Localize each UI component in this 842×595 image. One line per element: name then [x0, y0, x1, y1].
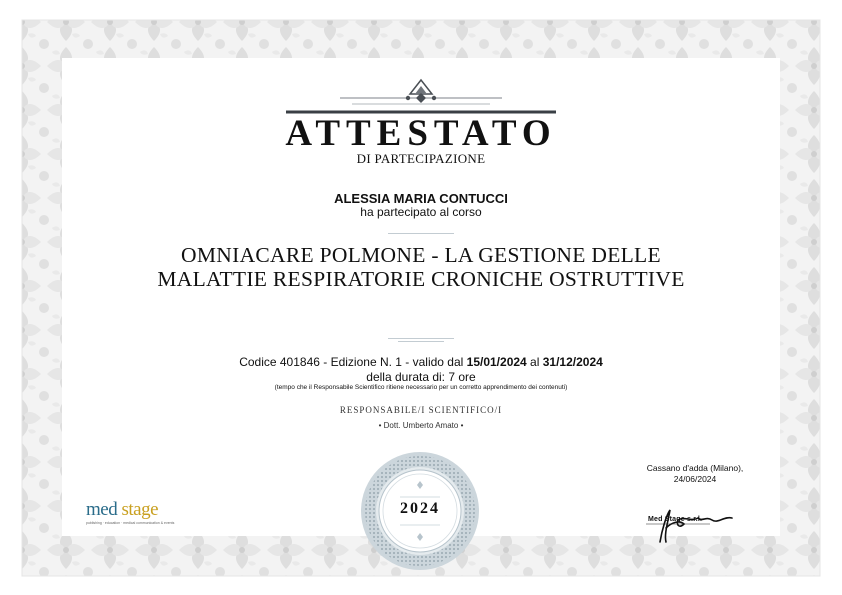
course-title [0, 243, 842, 291]
signature-stamp [640, 502, 750, 546]
date-separator: al [526, 355, 543, 369]
valid-from-date: 15/01/2024 [466, 355, 527, 369]
responsible-label: RESPONSABILE/I SCIENTIFICO/I [339, 405, 503, 415]
divider-rule [398, 341, 444, 342]
responsible-name: • Dott. Umberto Amato • [378, 421, 464, 430]
course-title-line-2: MALATTIE RESPIRATORIE CRONICHE OSTRUTTIVE [157, 267, 685, 291]
divider-rule [388, 338, 454, 339]
participant-name: ALESSIA MARIA CONTUCCI [334, 191, 508, 206]
certificate-title: ATTESTATO [285, 113, 557, 154]
divider-rule [388, 233, 454, 234]
issue-place: Cassano d'adda (Milano), [646, 463, 744, 473]
valid-to-date: 31/12/2024 [542, 355, 603, 369]
medstage-logo [86, 500, 246, 530]
seal-year: 2024 [400, 500, 440, 517]
certificate-subtitle: DI PARTECIPAZIONE [356, 151, 486, 166]
course-code-line [0, 355, 842, 369]
top-ornament [280, 74, 562, 116]
stamp-text: Med Stage s.r.l. [648, 516, 703, 523]
logo-wordmark: med stage [86, 499, 159, 520]
course-title-line-1: OMNIACARE POLMONE - LA GESTIONE DELLE [181, 243, 661, 267]
course-duration: della durata di: 7 ore [366, 370, 476, 384]
duration-note: (tempo che il Responsabile Scientifico ritiene necessario per un corretto apprendimento dei contenuti) [274, 384, 568, 391]
participation-text: ha partecipato al corso [360, 205, 482, 219]
issue-date: 24/06/2024 [673, 474, 717, 484]
course-code: Codice 401846 - Edizione N. 1 - valido dal [239, 355, 467, 369]
logo-tagline: publishing · education · medical communication & events [86, 521, 175, 525]
